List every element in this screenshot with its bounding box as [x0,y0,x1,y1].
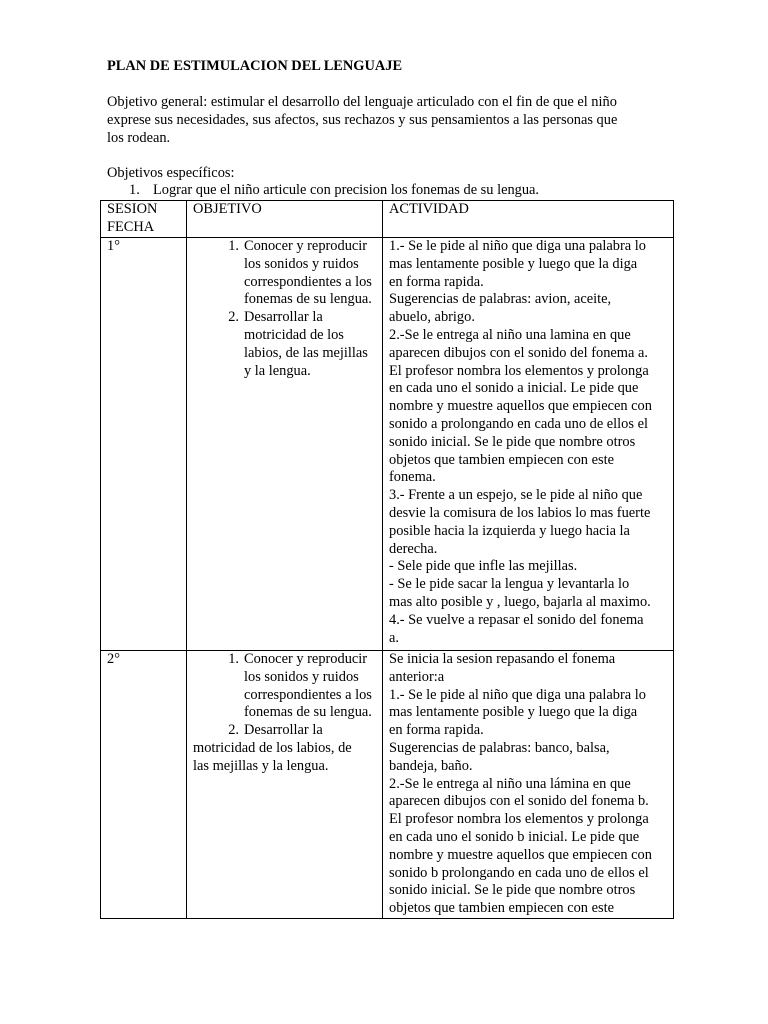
activity-line: 1.- Se le pide al niño que diga una palabra lo [389,686,646,703]
activity-line: bandeja, baño. [389,757,473,774]
objective-line: Conocer y reproducir [244,238,368,254]
table-header-row [101,201,674,238]
specific-objective-item [129,182,539,200]
activity-line: a. [389,629,399,646]
objective-line: Desarrollar la [244,722,323,739]
activity-line: sonido b prolongando en cada uno de ellos el [389,864,649,881]
activity-line: Sugerencias de palabras: banco, balsa, [389,739,610,756]
activity-line: El profesor nombra los elementos y prolonga [389,811,649,828]
activity-line: aparecen dibujos con el sonido del fonema a. [389,344,648,361]
objective-line: fonemas de su lengua. [244,704,372,721]
specific-objectives-label: Objetivos específicos: [107,165,235,181]
table-row [101,651,674,919]
activity-line: en forma rapida. [389,722,484,739]
session-plan-table [100,200,674,919]
specific-objective-text: Lograr que el niño articule con precision los fonemas de su lengua. [153,182,540,198]
general-objective-line: exprese sus necesidades, sus afectos, sus rechazos y sus pensamientos a las personas que [107,111,618,128]
specific-objective-number: 1. [129,182,140,198]
activity-line: aparecen dibujos con el sonido del fonema b. [389,793,649,810]
header-activity: ACTIVIDAD [383,201,674,238]
activity-line: en cada uno el sonido a inicial. Le pide que [389,380,639,397]
objective-line: correspondientes a los [244,686,372,703]
activity-line: 4.- Se vuelve a repasar el sonido del fonema [389,611,644,628]
activity-line: fonema. [389,469,436,486]
objective-number: 2. [228,309,239,326]
activity-line: 3.- Frente a un espejo, se le pide al niño que [389,487,643,504]
activity-line: nombre y muestre aquellos que empiecen con [389,398,652,415]
activity-line: abuelo, abrigo. [389,309,475,326]
objective-line: las mejillas y la lengua. [193,757,329,774]
objective-line: Desarrollar la [244,309,323,326]
activity-line: desvie la comisura de los labios lo mas fuerte [389,504,651,521]
objective-number: 2. [228,722,239,739]
activity-line: - Sele pide que infle las mejillas. [389,558,578,575]
activity-line: - Se le pide sacar la lengua y levantarla lo [389,576,630,593]
general-objective-line: los rodean. [107,129,171,146]
objective-line: motricidad de los labios, de [193,739,352,756]
objective-continuation [193,740,378,776]
activity-line: sonido a prolongando en cada uno de ellos el [389,415,648,432]
general-objective-line: Objetivo general: estimular el desarrollo del lenguaje articulado con el fin de que el niño [107,94,617,110]
header-session-date [101,201,187,238]
header-objective: OBJETIVO [187,201,383,238]
activity-line: anterior:a [389,668,445,685]
session-cell: 1° [101,238,187,651]
activity-line: nombre y muestre aquellos que empiecen con [389,846,652,863]
objective-item [193,309,378,380]
activity-line: 1.- Se le pide al niño que diga una palabra lo [389,238,646,254]
header-date: FECHA [107,218,155,235]
session-cell: 2° [101,651,187,919]
objective-item [193,238,378,309]
activity-cell [383,238,674,651]
activity-text [389,651,669,918]
objectives-cell [187,238,383,651]
objective-line: los sonidos y ruidos [244,255,359,272]
objective-number: 1. [228,651,239,667]
general-objective [107,94,672,147]
objective-item [193,651,378,722]
activity-line: mas alto posible y , luego, bajarla al maximo. [389,593,651,610]
activity-line: sonido inicial. Se le pide que nombre otros [389,882,636,899]
activity-text [389,238,669,647]
activity-line: sonido inicial. Se le pide que nombre otros [389,433,636,450]
activity-line: 2.-Se le entrega al niño una lamina en que [389,326,631,343]
activity-line: mas lentamente posible y luego que la diga [389,255,638,272]
objectives-cell [187,651,383,919]
activity-cell [383,651,674,919]
objective-line: los sonidos y ruidos [244,668,359,685]
activity-line: en forma rapida. [389,273,484,290]
activity-line: mas lentamente posible y luego que la diga [389,704,638,721]
activity-line: objetos que tambien empiecen con este [389,900,614,917]
activity-line: 2.-Se le entrega al niño una lámina en que [389,775,631,792]
header-session: SESION [107,201,158,217]
objective-line: y la lengua. [244,362,311,379]
objective-line: motricidad de los [244,326,344,343]
activity-line: Sugerencias de palabras: avion, aceite, [389,291,612,308]
objective-line: fonemas de su lengua. [244,291,372,308]
objective-item [193,722,378,740]
objective-line: Conocer y reproducir [244,651,368,667]
document-title: PLAN DE ESTIMULACION DEL LENGUAJE [107,58,403,74]
activity-line: en cada uno el sonido b inicial. Le pide que [389,828,640,845]
activity-line: posible hacia la izquierda y luego hacia la [389,522,630,539]
table-row [101,238,674,651]
objective-line: correspondientes a los [244,273,372,290]
activity-line: derecha. [389,540,438,557]
activity-line: Se inicia la sesion repasando el fonema [389,651,616,667]
activity-line: El profesor nombra los elementos y prolonga [389,362,649,379]
objective-number: 1. [228,238,239,254]
objective-line: labios, de las mejillas [244,344,368,361]
activity-line: objetos que tambien empiecen con este [389,451,614,468]
